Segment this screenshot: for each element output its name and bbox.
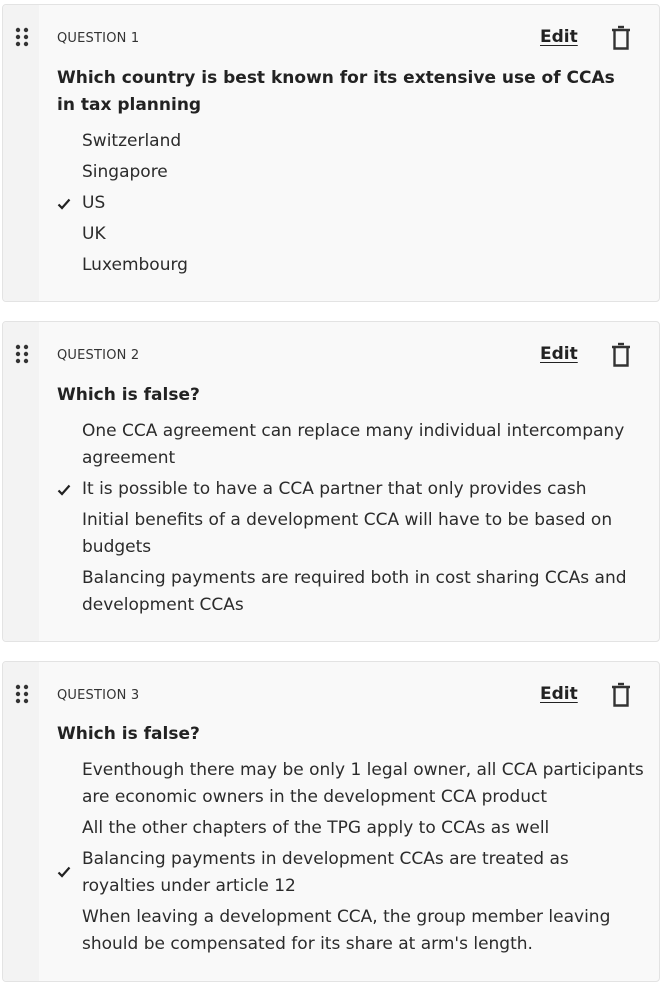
- answer-option: [57, 507, 647, 561]
- question-label: QUESTION 3: [57, 688, 140, 703]
- question-card-2: [2, 321, 660, 642]
- question-label: QUESTION 1: [57, 31, 140, 46]
- trash-icon[interactable]: [610, 682, 632, 708]
- answer-option: [57, 815, 647, 842]
- answer-text: Balancing payments are required both in cost sharing CCAs and development CCAs: [82, 568, 627, 615]
- question-card-3: [2, 661, 660, 982]
- drag-handle-icon[interactable]: [15, 684, 29, 704]
- drag-handle-icon[interactable]: [15, 344, 29, 364]
- answer-option: [57, 565, 647, 619]
- question-label: QUESTION 2: [57, 348, 140, 363]
- edit-button[interactable]: Edit: [540, 684, 578, 704]
- answer-option: [57, 128, 647, 155]
- answer-option: [57, 252, 647, 279]
- answer-text: All the other chapters of the TPG apply to CCAs as well: [82, 818, 550, 838]
- answer-option-correct: [57, 190, 647, 217]
- card-gutter: [3, 322, 39, 641]
- drag-handle-icon[interactable]: [15, 27, 29, 47]
- answer-text: UK: [82, 224, 106, 244]
- trash-icon[interactable]: [610, 342, 632, 368]
- answer-option: [57, 159, 647, 186]
- answer-text: Initial benefits of a development CCA will have to be based on budgets: [82, 510, 613, 557]
- answer-list: [57, 128, 647, 283]
- answer-option: [57, 904, 647, 958]
- question-text: Which country is best known for its extensive use of CCAs in tax planning: [57, 68, 615, 115]
- answer-text: US: [82, 193, 106, 213]
- answer-text: When leaving a development CCA, the group member leaving should be compensated for its share at arm's length.: [82, 907, 611, 954]
- answer-option-correct: [57, 846, 647, 900]
- answer-text: It is possible to have a CCA partner that only provides cash: [82, 479, 587, 499]
- checkmark-icon: [57, 866, 71, 878]
- answer-text: Balancing payments in development CCAs are treated as royalties under article 12: [82, 849, 569, 896]
- edit-button[interactable]: Edit: [540, 27, 578, 47]
- answer-option-correct: [57, 476, 647, 503]
- checkmark-icon: [57, 484, 71, 496]
- answer-text: Switzerland: [82, 131, 182, 151]
- answer-text: Luxembourg: [82, 255, 188, 275]
- answer-text: One CCA agreement can replace many individual intercompany agreement: [82, 421, 625, 468]
- trash-icon[interactable]: [610, 25, 632, 51]
- checkmark-icon: [57, 198, 71, 210]
- answer-option: [57, 418, 647, 472]
- answer-list: [57, 418, 647, 623]
- answer-option: [57, 221, 647, 248]
- answer-text: Eventhough there may be only 1 legal owner, all CCA participants are economic owners in the development CCA product: [82, 760, 644, 807]
- question-card-1: [2, 4, 660, 302]
- card-gutter: [3, 5, 39, 301]
- card-gutter: [3, 662, 39, 981]
- answer-option: [57, 757, 647, 811]
- question-text: Which is false?: [57, 724, 200, 744]
- answer-text: Singapore: [82, 162, 168, 182]
- answer-list: [57, 757, 647, 962]
- question-text: Which is false?: [57, 385, 200, 405]
- edit-button[interactable]: Edit: [540, 344, 578, 364]
